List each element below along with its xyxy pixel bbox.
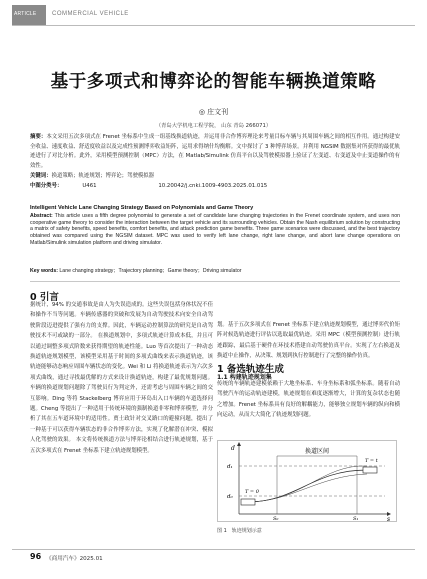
model-body: 传统的车辆轨迹建模依赖于大地坐标系、车身坐标系和弧坐标系。随着自动驾驶汽车的运动轨迹建模，轨迹规划在难度逐渐增大，计算的复杂状态也随之增加。Frenet 坐标系具有良好的解耦能力，能够独立规划车辆的纵向和横向运动，从而大大简化了轨迹规划问题。: [217, 381, 400, 419]
intro-body: 据统计，94% 的交通事故是由人为失误造成的。这些失误包括身体状况不佳和操作不当等问题。车辆传感器的突破和发展为自动驾驶技术向安全自动驾驶阶段迈进提供了强有力的支撑。因此，车辆运动控制算法的研究是自动驾驶技术不可或缺的一部分。 在换道规划中，多项式轨迹计算成本低，并且可以通过调整多项式阶数来获得期望的轨迹性能。Luo 等首次提出了一种动态换道轨迹规划模型，该模型采用基于时间的多项式曲线来表示换道轨迹，该轨迹能够动态响应周围车辆状态的变化。Wei 和 Li 将换道轨迹表示为六次多项式曲线，通过寻找最优解的方式来设计换道轨迹，构建了最优规划问题。 车辆的换道规划问题除了驾驶员行为判定外，还需考虑与周围车辆之间的交互影响。Ding 等将 Stackelberg 博弈应用于环岛出入口车辆的车道选择问题。Cheng 等提出了一种适用于传统环境的强制换道非零和博弈模型，并分析了其在五车道环境中的适用性。贾士政针对交叉路口的避撞问题，提出了一种基于可以获得车辆状态的非合作博弈方法，实现了化解潜在冲突、模拟人化驾驶的效果。 本文将传统换道方法与博弈论相结合进行轨迹规划，基于五次多项式在 Frenet 坐标系下建立轨迹规划模型。: [30, 302, 213, 454]
d-axis-arrow: [237, 442, 241, 446]
footer-rule: [12, 549, 415, 550]
classification-line: [30, 182, 400, 192]
affiliation: （青岛大学机电工程学院， 山东 青岛 266071）: [155, 123, 272, 129]
english-abstract: [30, 213, 400, 267]
keywords-text: 换道策略；轨迹规划；博弈论；驾驶模拟器: [51, 173, 155, 179]
t-end-label: T = t: [365, 458, 378, 464]
figure-caption: 图 1 轨迹规划示意: [217, 528, 262, 534]
english-title: Intelligent Vehicle Lane Changing Strategy Based on Polynomials and Game Theory: [30, 205, 254, 211]
trajectory-curve-2: [247, 474, 367, 502]
s0-label: S₀: [273, 516, 279, 522]
t-start-label: T = 0: [245, 489, 259, 495]
en-abstract-text: This article uses a fifth degree polynomial to generate a set of candidate lane changing trajectories in the Frenet coordinate system, and uses non cooperative game theory to consider the interaction between the target vehicle and its surrounding vehicles. Obtain the Nash equilibrium solution by constructing a matrix of safety benefits, speed benefits, comfort benefits, and attack prediction game benefits. Three game scenarios were discussed, and the best trajectory obtained was compared using the NGSIM dataset. MPC was used to verify left lane change, right lane change, and abort lane change operations on Matlab/Simulink simulation platform and driving simulator.: [30, 213, 400, 246]
page-number: 96: [30, 552, 42, 561]
intro-heading: 0 引言: [30, 292, 59, 303]
page-header: [0, 0, 427, 30]
model-heading: 1 备选轨迹生成: [217, 364, 284, 375]
trajectory-figure: [217, 440, 397, 522]
chinese-abstract: [30, 133, 400, 171]
s-axis-label: s: [387, 516, 391, 522]
journal-issue: 《商用汽车》2025.01: [46, 556, 103, 562]
author: ◎ 庄文刊: [198, 108, 229, 116]
clc-label: 中图分类号：: [30, 183, 63, 189]
d-axis-label: d: [231, 445, 235, 452]
en-abstract-label: Abstract:: [30, 213, 53, 219]
section-divider: [30, 281, 400, 282]
doi-value: 10.20042/j.cnki.1009-4903.2025.01.015: [158, 183, 268, 189]
ego-vehicle-end: [363, 467, 377, 473]
abstract-label: 摘要：: [30, 134, 47, 140]
trajectory-curve-1: [247, 470, 367, 502]
chinese-keywords: [30, 172, 400, 182]
english-keywords: [30, 267, 400, 274]
keywords-label: 关键词：: [30, 173, 52, 179]
logo-text: ARTICLE: [14, 11, 37, 17]
en-keywords-label: Key words:: [30, 268, 58, 274]
clc-value: U461: [82, 183, 97, 189]
en-keywords-text: Lane changing strategy；Trajectory planning；Game theory；Driving simulator: [59, 268, 242, 274]
intro-continuation: 划。基于五次多项式在 Frenet 坐标系下建立轨迹规划模型，通过博弈代价矩阵对候选轨迹进行评估以选取最优轨迹。采用 MPC（模型预测控制）进行轨迹跟踪，最后基于硬件在环技术搭建自动驾驶仿真平台。实现了左右换道及换道中止操作，从决策、规划到执行控制进行了完整的操作仿真。: [217, 322, 400, 360]
header-rule: [12, 25, 415, 26]
ego-vehicle-start: [241, 499, 255, 505]
model-subheading: 1.1 构建轨迹规划集: [217, 374, 272, 381]
article-title: 基于多项式和博弈论的智能车辆换道策略: [50, 72, 377, 92]
section-label: COMMERCIAL VEHICLE: [52, 11, 129, 17]
zone-label: 换道区间: [305, 448, 330, 455]
s1-label: S₁: [353, 516, 359, 522]
abstract-text: 本文采用五次多项式在 Frenet 坐标系中生成一组基线换道轨迹，并运用非合作博弈理论来考量目标车辆与其周围车辆之间的相互作用。通过构建安全收益、速度收益、舒适度收益以及完成性预测博弈收益矩阵，运用求得纳什均衡解。文中探讨了 3 种博弈场景。并利用 NGSIM 数据集对所获得的最优轨迹进行了对比分析。此外，采用模型预测控制（MPC）方法，在 Matlab/Simulink 仿真平台以及驾驶模拟器上验证了左变道、右变道及中止变道操作的有效性。: [30, 134, 400, 169]
lane-d1-label: d₁: [227, 464, 233, 470]
lane-d0-label: d₀: [227, 494, 233, 500]
